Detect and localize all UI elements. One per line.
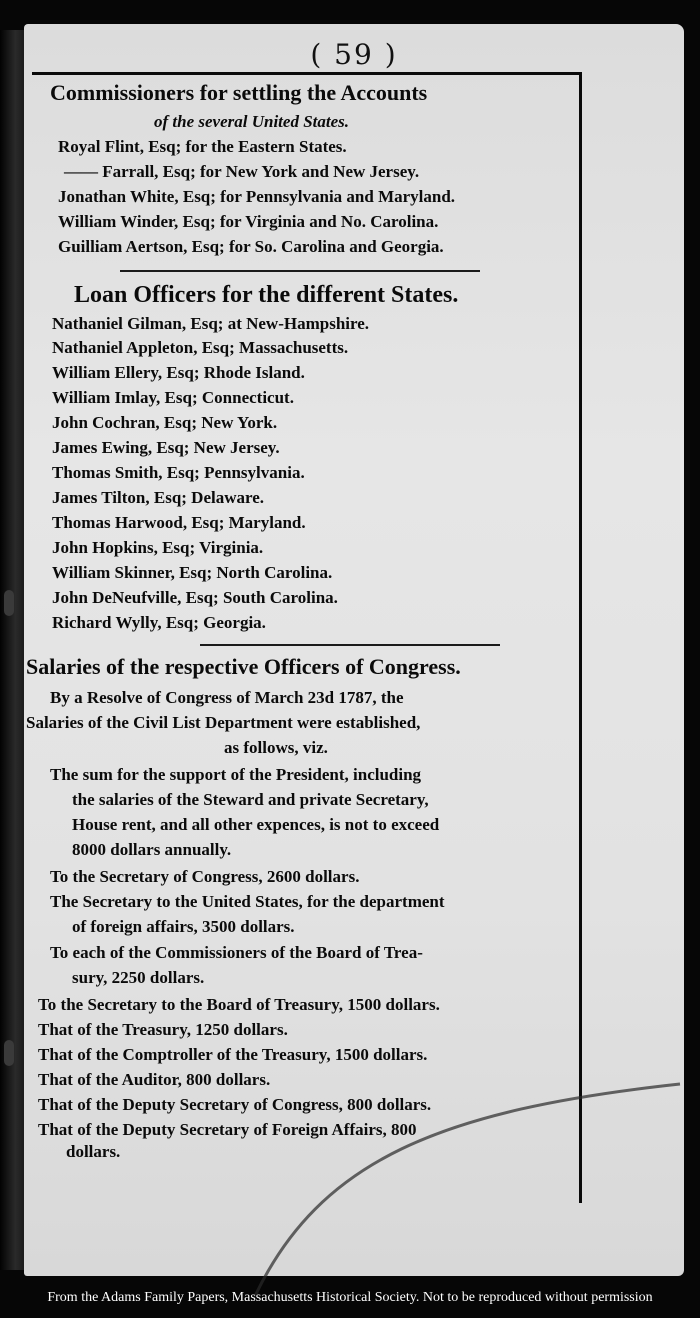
salary-text-line: as follows, viz. xyxy=(224,738,328,757)
section-title-commissioners: Commissioners for settling the Accounts xyxy=(50,80,428,105)
loan-officer-entry: Thomas Harwood, Esq; Maryland. xyxy=(52,513,306,532)
commissioner-entry: Jonathan White, Esq; for Pennsylvania and Maryland. xyxy=(58,187,456,206)
salary-text-line: That of the Comptroller of the Treasury, 1500 dollars. xyxy=(38,1045,428,1064)
binding-hole xyxy=(4,590,14,616)
loan-officer-entry: Thomas Smith, Esq; Pennsylvania. xyxy=(52,463,305,482)
salary-text-line: To each of the Commissioners of the Board of Trea- xyxy=(50,943,423,962)
loan-officer-entry: William Skinner, Esq; North Carolina. xyxy=(52,563,333,582)
commissioner-entry: Guilliam Aertson, Esq; for So. Carolina and Georgia. xyxy=(58,237,444,256)
salary-text-line: House rent, and all other expences, is not to exceed xyxy=(72,815,440,834)
binding-hole xyxy=(4,1040,14,1066)
salary-text-line: By a Resolve of Congress of March 23d 1787, the xyxy=(50,688,404,707)
section-divider xyxy=(120,270,480,272)
section-divider xyxy=(200,644,500,646)
loan-officer-entry: William Ellery, Esq; Rhode Island. xyxy=(52,363,305,382)
salary-text-line: dollars. xyxy=(66,1142,121,1161)
archive-footer-notice: From the Adams Family Papers, Massachusetts Historical Society. Not to be reproduced without permission xyxy=(47,1290,653,1305)
loan-officer-entry: Nathaniel Gilman, Esq; at New-Hampshire. xyxy=(52,314,370,333)
loan-officer-entry: John Cochran, Esq; New York. xyxy=(52,413,278,432)
section-subtitle-commissioners: of the several United States. xyxy=(154,112,350,131)
salary-text-line: The sum for the support of the President, including xyxy=(50,765,422,784)
page-number: ( 59 ) xyxy=(310,38,398,71)
commissioner-entry: William Winder, Esq; for Virginia and No. Carolina. xyxy=(58,212,439,231)
salary-text-line: sury, 2250 dollars. xyxy=(72,968,205,987)
commissioner-entry: —— Farrall, Esq; for New York and New Jersey. xyxy=(64,162,420,181)
salary-text-line: 8000 dollars annually. xyxy=(72,840,232,859)
loan-officer-entry: James Ewing, Esq; New Jersey. xyxy=(52,438,280,457)
salary-text-line: the salaries of the Steward and private Secretary, xyxy=(72,790,429,809)
loan-officer-entry: John Hopkins, Esq; Virginia. xyxy=(52,538,264,557)
loan-officer-entry: William Imlay, Esq; Connecticut. xyxy=(52,388,294,407)
loan-officer-entry: James Tilton, Esq; Delaware. xyxy=(52,488,265,507)
document-page xyxy=(24,24,684,1276)
salary-text-line: The Secretary to the United States, for the department xyxy=(50,892,445,911)
commissioner-entry: Royal Flint, Esq; for the Eastern States. xyxy=(58,137,347,156)
salary-text-line: To the Secretary to the Board of Treasury, 1500 dollars. xyxy=(38,995,440,1014)
salary-text-line: That of the Deputy Secretary of Congress, 800 dollars. xyxy=(38,1095,432,1114)
salary-text-line: To the Secretary of Congress, 2600 dollars. xyxy=(50,867,360,886)
salary-text-line: That of the Auditor, 800 dollars. xyxy=(38,1070,271,1089)
salary-text-line: Salaries of the Civil List Department were established, xyxy=(26,713,421,732)
section-title-loan-officers: Loan Officers for the different States. xyxy=(74,282,459,308)
section-title-salaries: Salaries of the respective Officers of Congress. xyxy=(26,654,461,679)
loan-officer-entry: John DeNeufville, Esq; South Carolina. xyxy=(52,588,338,607)
loan-officer-entry: Nathaniel Appleton, Esq; Massachusetts. xyxy=(52,338,349,357)
loan-officer-entry: Richard Wylly, Esq; Georgia. xyxy=(52,613,266,632)
salary-text-line: That of the Deputy Secretary of Foreign Affairs, 800 xyxy=(38,1120,417,1139)
salary-text-line: That of the Treasury, 1250 dollars. xyxy=(38,1020,288,1039)
salary-text-line: of foreign affairs, 3500 dollars. xyxy=(72,917,295,936)
